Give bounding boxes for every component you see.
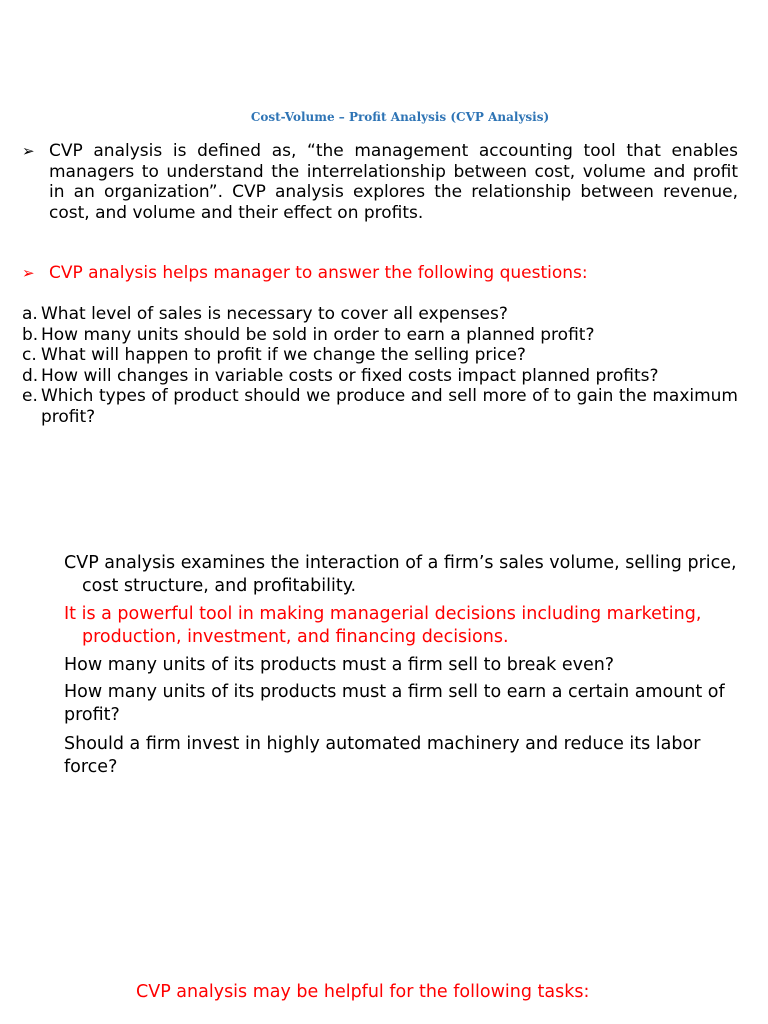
arrow-bullet-icon: ➢	[22, 264, 35, 282]
list-item	[22, 304, 738, 325]
paragraph-break-even: How many units of its products must a firm sell to break even?	[64, 655, 615, 675]
bullet-text: CVP analysis helps manager to answer the following questions:	[49, 263, 588, 283]
list-item-letter: b.	[22, 324, 39, 345]
page-title: Cost-Volume – Profit Analysis (CVP Analysis)	[250, 110, 550, 124]
list-item-letter: e.	[22, 386, 38, 406]
arrow-bullet-icon: ➢	[22, 142, 35, 160]
tasks-heading: CVP analysis may be helpful for the following tasks:	[136, 982, 590, 1002]
list-item-text: How many units should be sold in order to earn a planned profit?	[41, 324, 595, 345]
paragraph-automation: Should a firm invest in highly automated machinery and reduce its labor force?	[64, 734, 701, 777]
list-item-text: How will changes in variable costs or fixed costs impact planned profits?	[41, 365, 659, 386]
question-list	[22, 304, 738, 427]
list-item-text: What level of sales is necessary to cover all expenses?	[41, 304, 508, 324]
list-item-letter: d.	[22, 365, 39, 386]
list-item	[22, 366, 738, 387]
list-item-letter: c.	[22, 345, 37, 365]
list-item-text: What will happen to profit if we change the selling price?	[41, 345, 526, 365]
list-item	[22, 386, 738, 427]
list-item-text: Which types of product should we produce and sell more of to gain the maximum profit?	[41, 386, 738, 427]
bullet-questions-intro	[22, 263, 738, 284]
bullet-definition	[22, 141, 738, 223]
list-item	[22, 345, 738, 366]
bullet-text: CVP analysis is defined as, “the management accounting tool that enables managers to understand the interrelationship between cost, volume and profit in an organization”. CVP analysis explores the relationship between revenue, cost, and volume and their effect on profits.	[49, 141, 738, 223]
list-item	[22, 325, 738, 346]
paragraph-powerful-tool: It is a powerful tool in making managerial decisions including marketing, production, investment, and financing decisions.	[64, 604, 702, 647]
list-item-letter: a.	[22, 304, 38, 324]
paragraph-interaction: CVP analysis examines the interaction of a firm’s sales volume, selling price, cost structure, and profitability.	[64, 553, 737, 596]
paragraph-certain-profit: How many units of its products must a firm sell to earn a certain amount of profit?	[64, 682, 725, 725]
